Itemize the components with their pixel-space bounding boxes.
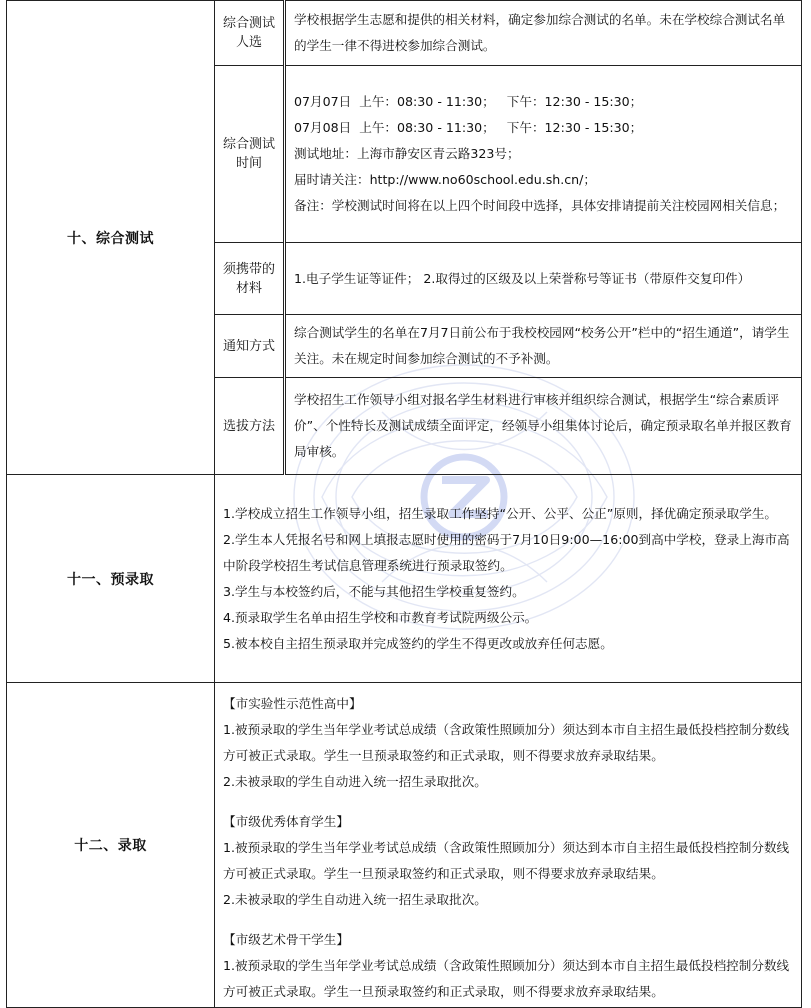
content-line: 1.学校成立招生工作领导小组，招生录取工作坚持“公开、公平、公正”原则，择优确定预录取学生。 [223,505,778,521]
content-line: 2.学生本人凭报名号和网上填报志愿时使用的密码于7月10日9:00—16:00到高中学校，登录上海市高中阶段学校招生考试信息管理系统进行预录取签约。 [223,531,790,573]
content-line: 届时请关注：http://www.no60school.edu.sh.cn/； [294,172,596,187]
content-line: 5.被本校自主招生预录取并完成签约的学生不得更改或放弃任何志愿。 [223,635,613,651]
row-label: 通知方式 [215,315,285,378]
row-label: 选拔方法 [215,378,285,475]
content-line: 2.未被录取的学生自动进入统一招生录取批次。 [223,892,487,907]
table-row [7,1,802,66]
row-content [285,243,802,315]
content-line: 1.被预录取的学生当年学业考试总成绩（含政策性照顾加分）须达到本市自主招生最低投档控制分数线方可被正式录取。学生一旦预录取签约和正式录取，则不得要求放弃录取结果。 [223,722,790,763]
content-line: 2.未被录取的学生自动进入统一招生录取批次。 [223,774,487,789]
admission-schedule-table [6,0,802,1008]
row-content [285,378,802,475]
content-line: 1.被预录取的学生当年学业考试总成绩（含政策性照顾加分）须达到本市自主招生最低投档控制分数线方可被正式录取。学生一旦预录取签约和正式录取，则不得要求放弃录取结果。 [223,958,790,999]
content-line: 3.学生与本校签约后，不能与其他招生学校重复签约。 [223,583,525,599]
section-title-admission: 十二、录取 [7,683,215,1008]
content-line: 测试地址：上海市静安区青云路323号； [294,146,520,161]
row-content [285,1,802,66]
content-line: 综合测试学生的名单在7月7日前公布于我校校园网“校务公开”栏中的“招生通道”，请学生关注。未在规定时间参加综合测试的不予补测。 [294,325,790,366]
row-content [285,315,802,378]
row-label: 须携带的材料 [215,243,285,315]
row-content [285,66,802,243]
content-line: 1.被预录取的学生当年学业考试总成绩（含政策性照顾加分）须达到本市自主招生最低投档控制分数线方可被正式录取。学生一旦预录取签约和正式录取，则不得要求放弃录取结果。 [223,840,790,881]
content-line: 07月08日 上午：08:30 - 11:30； 下午：12:30 - 15:30； [294,120,643,135]
section-title-pre-admission: 十一、预录取 [7,475,215,683]
row-label: 综合测试人选 [215,1,285,66]
group-heading: 【市级艺术骨干学生】 [223,932,349,947]
content-line: 07月07日 上午：08:30 - 11:30； 下午：12:30 - 15:30； [294,94,643,109]
group-heading: 【市级优秀体育学生】 [223,814,349,829]
content-line: 1.电子学生证等证件； 2.取得过的区级及以上荣誉称号等证书（带原件交复印件） [294,270,751,286]
table-row [7,475,802,683]
row-label: 综合测试时间 [215,66,285,243]
table-row [7,683,802,1008]
section-content-pre-admission [215,475,802,683]
section-title-comprehensive-test: 十、综合测试 [7,1,215,475]
content-line: 学校根据学生志愿和提供的相关材料，确定参加综合测试的名单。未在学校综合测试名单的学生一律不得进校参加综合测试。 [294,12,786,53]
section-content-admission [215,683,802,1008]
group-heading: 【市实验性示范性高中】 [223,696,362,711]
content-line: 学校招生工作领导小组对报名学生材料进行审核并组织综合测试，根据学生“综合素质评价”、个性特长及测试成绩全面评定，经领导小组集体讨论后，确定预录取名单并报区教育局审核。 [294,392,792,459]
content-line: 备注：学校测试时间将在以上四个时间段中选择，具体安排请提前关注校园网相关信息； [294,198,786,213]
content-line: 4.预录取学生名单由招生学校和市教育考试院两级公示。 [223,609,538,625]
